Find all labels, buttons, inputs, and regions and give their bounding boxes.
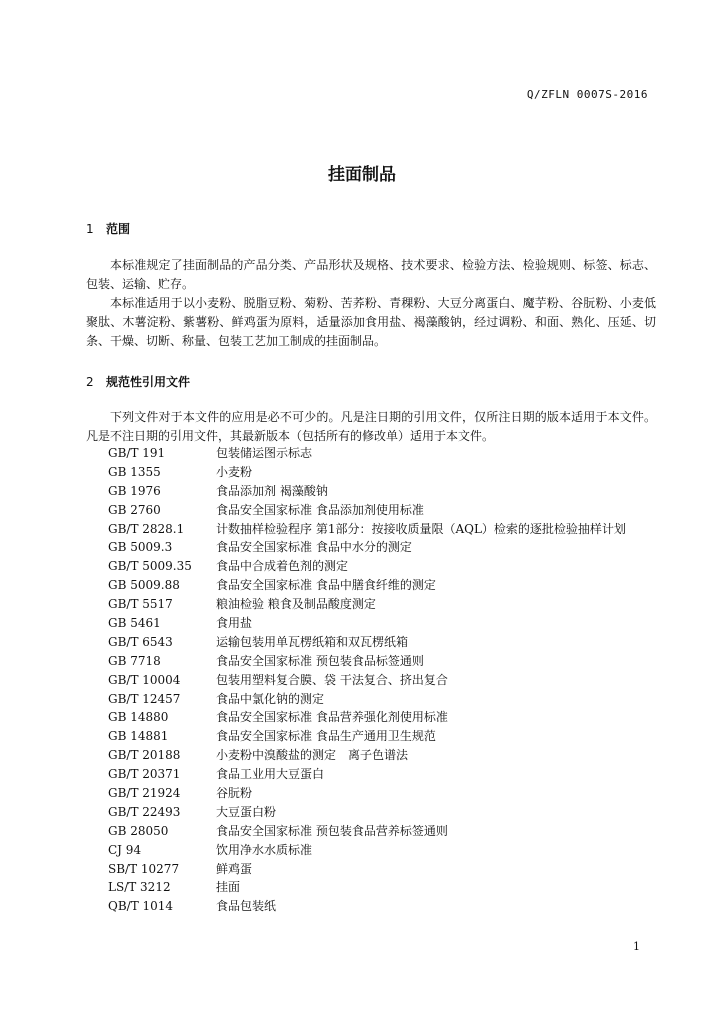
reference-code: GB/T 5517	[108, 597, 173, 612]
reference-code: GB 14881	[108, 729, 169, 744]
reference-title: 运输包装用单瓦楞纸箱和双瓦楞纸箱	[216, 634, 409, 649]
reference-title: 谷朊粉	[216, 786, 253, 801]
reference-title: 食品安全国家标准 食品生产通用卫生规范	[216, 729, 436, 744]
reference-item	[108, 860, 668, 879]
reference-code: CJ 94	[108, 842, 142, 857]
reference-code: GB 28050	[108, 823, 169, 838]
page-number: 1	[633, 940, 640, 953]
reference-code: GB 7718	[108, 653, 161, 668]
reference-item	[108, 690, 668, 709]
reference-item	[108, 595, 668, 614]
reference-code: GB/T 191	[108, 446, 166, 460]
reference-code: QB/T 1014	[108, 899, 174, 914]
reference-item	[108, 822, 668, 841]
reference-title: 挂面	[216, 880, 241, 895]
reference-title: 包装储运图示标志	[216, 446, 313, 460]
reference-item	[108, 784, 668, 803]
reference-code: GB 1976	[108, 483, 161, 498]
reference-title: 小麦粉	[216, 464, 253, 479]
scope-paragraph-2: 本标准适用于以小麦粉、脱脂豆粉、菊粉、苦荞粉、青稞粉、大豆分离蛋白、魔芋粉、谷朊粉、小麦低聚肽、木薯淀粉、紫薯粉、鲜鸡蛋为原料，适量添加食用盐、褐藻酸钠，经过调粉、和面、熟化、压延、切条、干燥、切断、称量、包装工艺加工制成的挂面制品。	[86, 296, 656, 348]
scope-paragraph-1: 本标准规定了挂面制品的产品分类、产品形状及规格、技术要求、检验方法、检验规则、标签、标志、包装、运输、贮存。	[86, 258, 656, 291]
reference-item	[108, 671, 668, 690]
reference-code: GB 5009.3	[108, 540, 173, 555]
section-number: 1	[86, 222, 94, 236]
section-title: 范围	[106, 222, 131, 236]
references-intro-paragraph: 下列文件对于本文件的应用是必不可少的。凡是注日期的引用文件，仅所注日期的版本适用于本文件。凡是不注日期的引用文件，其最新版本（包括所有的修改单）适用于本文件。	[86, 410, 656, 443]
reference-item	[108, 897, 668, 916]
reference-item	[108, 878, 668, 897]
reference-code: GB/T 20371	[108, 767, 181, 782]
reference-title: 食品中氯化钠的测定	[216, 691, 325, 706]
reference-title: 食品包装纸	[216, 899, 277, 914]
reference-item	[108, 803, 668, 822]
reference-item	[108, 746, 668, 765]
reference-code: GB/T 22493	[108, 804, 181, 819]
reference-code: GB 5009.88	[108, 578, 180, 593]
reference-item	[108, 652, 668, 671]
reference-title: 食品工业用大豆蛋白	[216, 767, 325, 782]
reference-title: 食品安全国家标准 食品中水分的测定	[216, 540, 412, 555]
reference-title: 粮油检验 粮食及制品酸度测定	[216, 597, 376, 612]
reference-code: GB/T 6543	[108, 634, 173, 649]
reference-item	[108, 841, 668, 860]
reference-item	[108, 765, 668, 784]
section-heading-normative-references	[86, 373, 190, 390]
reference-item	[108, 633, 668, 652]
reference-title: 大豆蛋白粉	[216, 804, 277, 819]
reference-title: 小麦粉中溴酸盐的测定 离子色谱法	[216, 748, 409, 763]
standard-number: Q/ZFLN 0007S-2016	[526, 88, 648, 101]
reference-title: 食品安全国家标准 预包装食品营养标签通则	[216, 823, 448, 838]
reference-title: 食品安全国家标准 食品中膳食纤维的测定	[216, 578, 436, 593]
reference-title: 鲜鸡蛋	[216, 861, 253, 876]
reference-item	[108, 444, 668, 463]
reference-title: 食品添加剂 褐藻酸钠	[216, 483, 328, 498]
reference-code: GB 14880	[108, 710, 169, 725]
reference-code: GB 2760	[108, 502, 161, 517]
reference-list	[108, 444, 668, 916]
reference-title: 计数抽样检验程序 第1部分：按接收质量限（AQL）检索的逐批检验抽样计划	[216, 521, 626, 536]
reference-item	[108, 501, 668, 520]
reference-item	[108, 557, 668, 576]
reference-title: 食品中合成着色剂的测定	[216, 559, 349, 574]
reference-title: 食品安全国家标准 食品营养强化剂使用标准	[216, 710, 448, 725]
reference-code: GB 5461	[108, 616, 161, 631]
reference-title: 饮用净水水质标准	[216, 842, 313, 857]
reference-item	[108, 538, 668, 557]
reference-item	[108, 463, 668, 482]
reference-code: GB/T 21924	[108, 786, 181, 801]
reference-code: GB/T 2828.1	[108, 521, 185, 536]
document-title: 挂面制品	[328, 165, 396, 185]
reference-title: 食用盐	[216, 616, 253, 631]
reference-code: GB/T 20188	[108, 748, 181, 763]
reference-title: 食品安全国家标准 预包装食品标签通则	[216, 653, 424, 668]
reference-item	[108, 614, 668, 633]
reference-item	[108, 576, 668, 595]
reference-code: SB/T 10277	[108, 861, 180, 876]
reference-item	[108, 727, 668, 746]
section-number: 2	[86, 375, 94, 389]
reference-code: GB/T 12457	[108, 691, 181, 706]
reference-title: 包装用塑料复合膜、袋 干法复合、挤出复合	[216, 672, 448, 687]
section-heading-scope	[86, 220, 130, 237]
reference-code: LS/T 3212	[108, 880, 171, 895]
reference-item	[108, 708, 668, 727]
reference-title: 食品安全国家标准 食品添加剂使用标准	[216, 502, 424, 517]
reference-item	[108, 482, 668, 501]
reference-code: GB/T 10004	[108, 672, 181, 687]
section-title: 规范性引用文件	[106, 375, 191, 389]
reference-item	[108, 520, 668, 539]
reference-code: GB/T 5009.35	[108, 559, 192, 574]
reference-code: GB 1355	[108, 464, 161, 479]
